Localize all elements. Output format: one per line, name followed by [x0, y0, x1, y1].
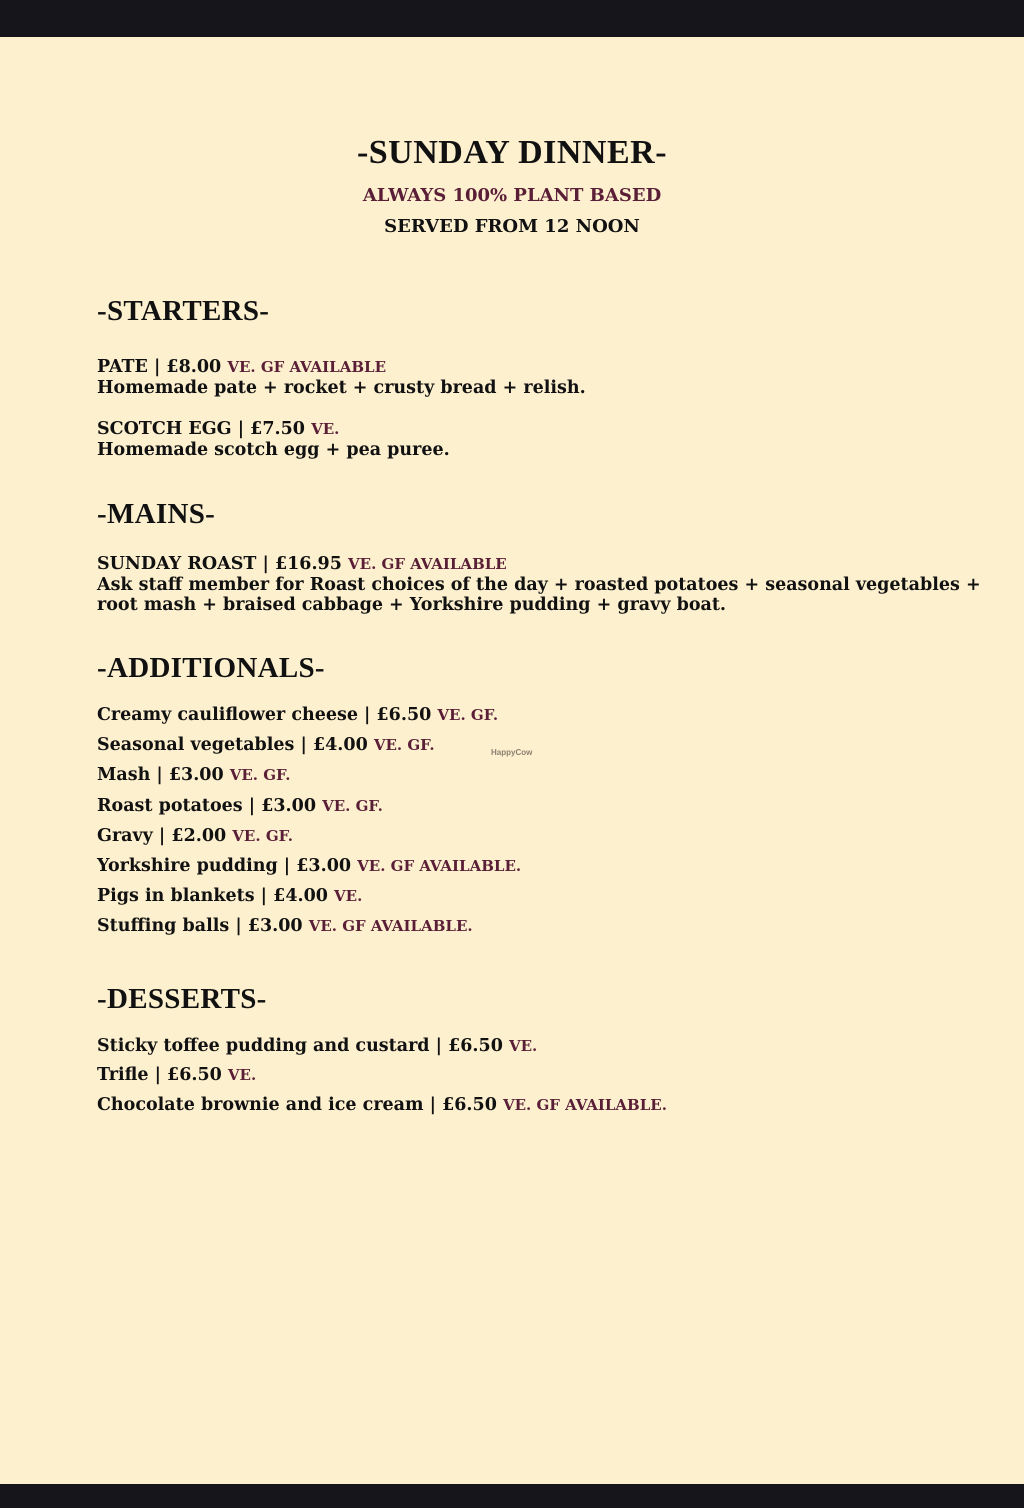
item-name: Stuffing balls | £3.00	[97, 916, 303, 936]
dietary-tags: VE.	[227, 1066, 257, 1084]
dietary-tags: VE. GF.	[437, 706, 499, 724]
list-item	[97, 886, 362, 906]
list-item	[97, 1065, 256, 1085]
list-item	[97, 735, 435, 755]
list-item	[97, 826, 293, 846]
menu-page	[0, 37, 1024, 1484]
menu-subtitle: ALWAYS 100% PLANT BASED	[362, 185, 662, 206]
item-description-line-2: root mash + braised cabbage + Yorkshire pudding + gravy boat.	[97, 595, 727, 615]
dietary-tags: VE. GF.	[232, 827, 293, 845]
happycow-watermark: HappyCow	[491, 748, 533, 757]
item-name: Chocolate brownie and ice cream | £6.50	[97, 1095, 497, 1115]
section-heading-additionals: -ADDITIONALS-	[97, 652, 325, 684]
list-item	[97, 705, 498, 725]
dietary-tags: VE. GF AVAILABLE.	[502, 1096, 667, 1114]
item-name: Yorkshire pudding | £3.00	[97, 856, 352, 876]
item-name: PATE | £8.00	[97, 357, 222, 377]
item-description-line-1: Ask staff member for Roast choices of the day + roasted potatoes + seasonal vegetables +	[97, 575, 981, 595]
menu-item-pate	[97, 357, 386, 377]
dietary-tags: VE. GF AVAILABLE	[227, 358, 387, 376]
item-name: Pigs in blankets | £4.00	[97, 886, 328, 906]
list-item	[97, 765, 290, 785]
list-item	[97, 796, 383, 816]
section-heading-starters: -STARTERS-	[97, 295, 270, 327]
dietary-tags: VE. GF.	[229, 766, 291, 784]
section-heading-desserts: -DESSERTS-	[97, 983, 267, 1015]
item-name: Sticky toffee pudding and custard | £6.50	[97, 1036, 503, 1056]
list-item	[97, 1095, 667, 1115]
item-name: Creamy cauliflower cheese | £6.50	[97, 705, 432, 725]
dietary-tags: VE. GF AVAILABLE	[348, 555, 507, 573]
item-name: Mash | £3.00	[97, 765, 224, 785]
item-name: Roast potatoes | £3.00	[97, 796, 317, 816]
menu-item-scotch-egg	[97, 419, 339, 439]
dietary-tags: VE. GF.	[373, 736, 435, 754]
item-name: Seasonal vegetables | £4.00	[97, 735, 368, 755]
dietary-tags: VE.	[508, 1037, 538, 1055]
item-name: SUNDAY ROAST | £16.95	[97, 554, 342, 574]
dietary-tags: VE.	[311, 420, 340, 438]
item-name: SCOTCH EGG | £7.50	[97, 419, 305, 439]
top-frame-bar	[0, 0, 1024, 37]
menu-title: -SUNDAY DINNER-	[356, 134, 668, 171]
list-item	[97, 916, 473, 936]
dietary-tags: VE. GF AVAILABLE.	[308, 917, 473, 935]
section-heading-mains: -MAINS-	[97, 498, 216, 530]
item-name: Trifle | £6.50	[97, 1065, 222, 1085]
list-item	[97, 856, 521, 876]
item-description: Homemade pate + rocket + crusty bread + relish.	[97, 378, 586, 398]
item-name: Gravy | £2.00	[97, 826, 227, 846]
menu-item-sunday-roast	[97, 554, 507, 574]
item-description: Homemade scotch egg + pea puree.	[97, 440, 450, 460]
dietary-tags: VE.	[334, 887, 363, 905]
serving-time: SERVED FROM 12 NOON	[384, 216, 640, 237]
dietary-tags: VE. GF AVAILABLE.	[357, 857, 522, 875]
dietary-tags: VE. GF.	[322, 797, 383, 815]
list-item	[97, 1036, 537, 1056]
bottom-frame-bar	[0, 1484, 1024, 1508]
